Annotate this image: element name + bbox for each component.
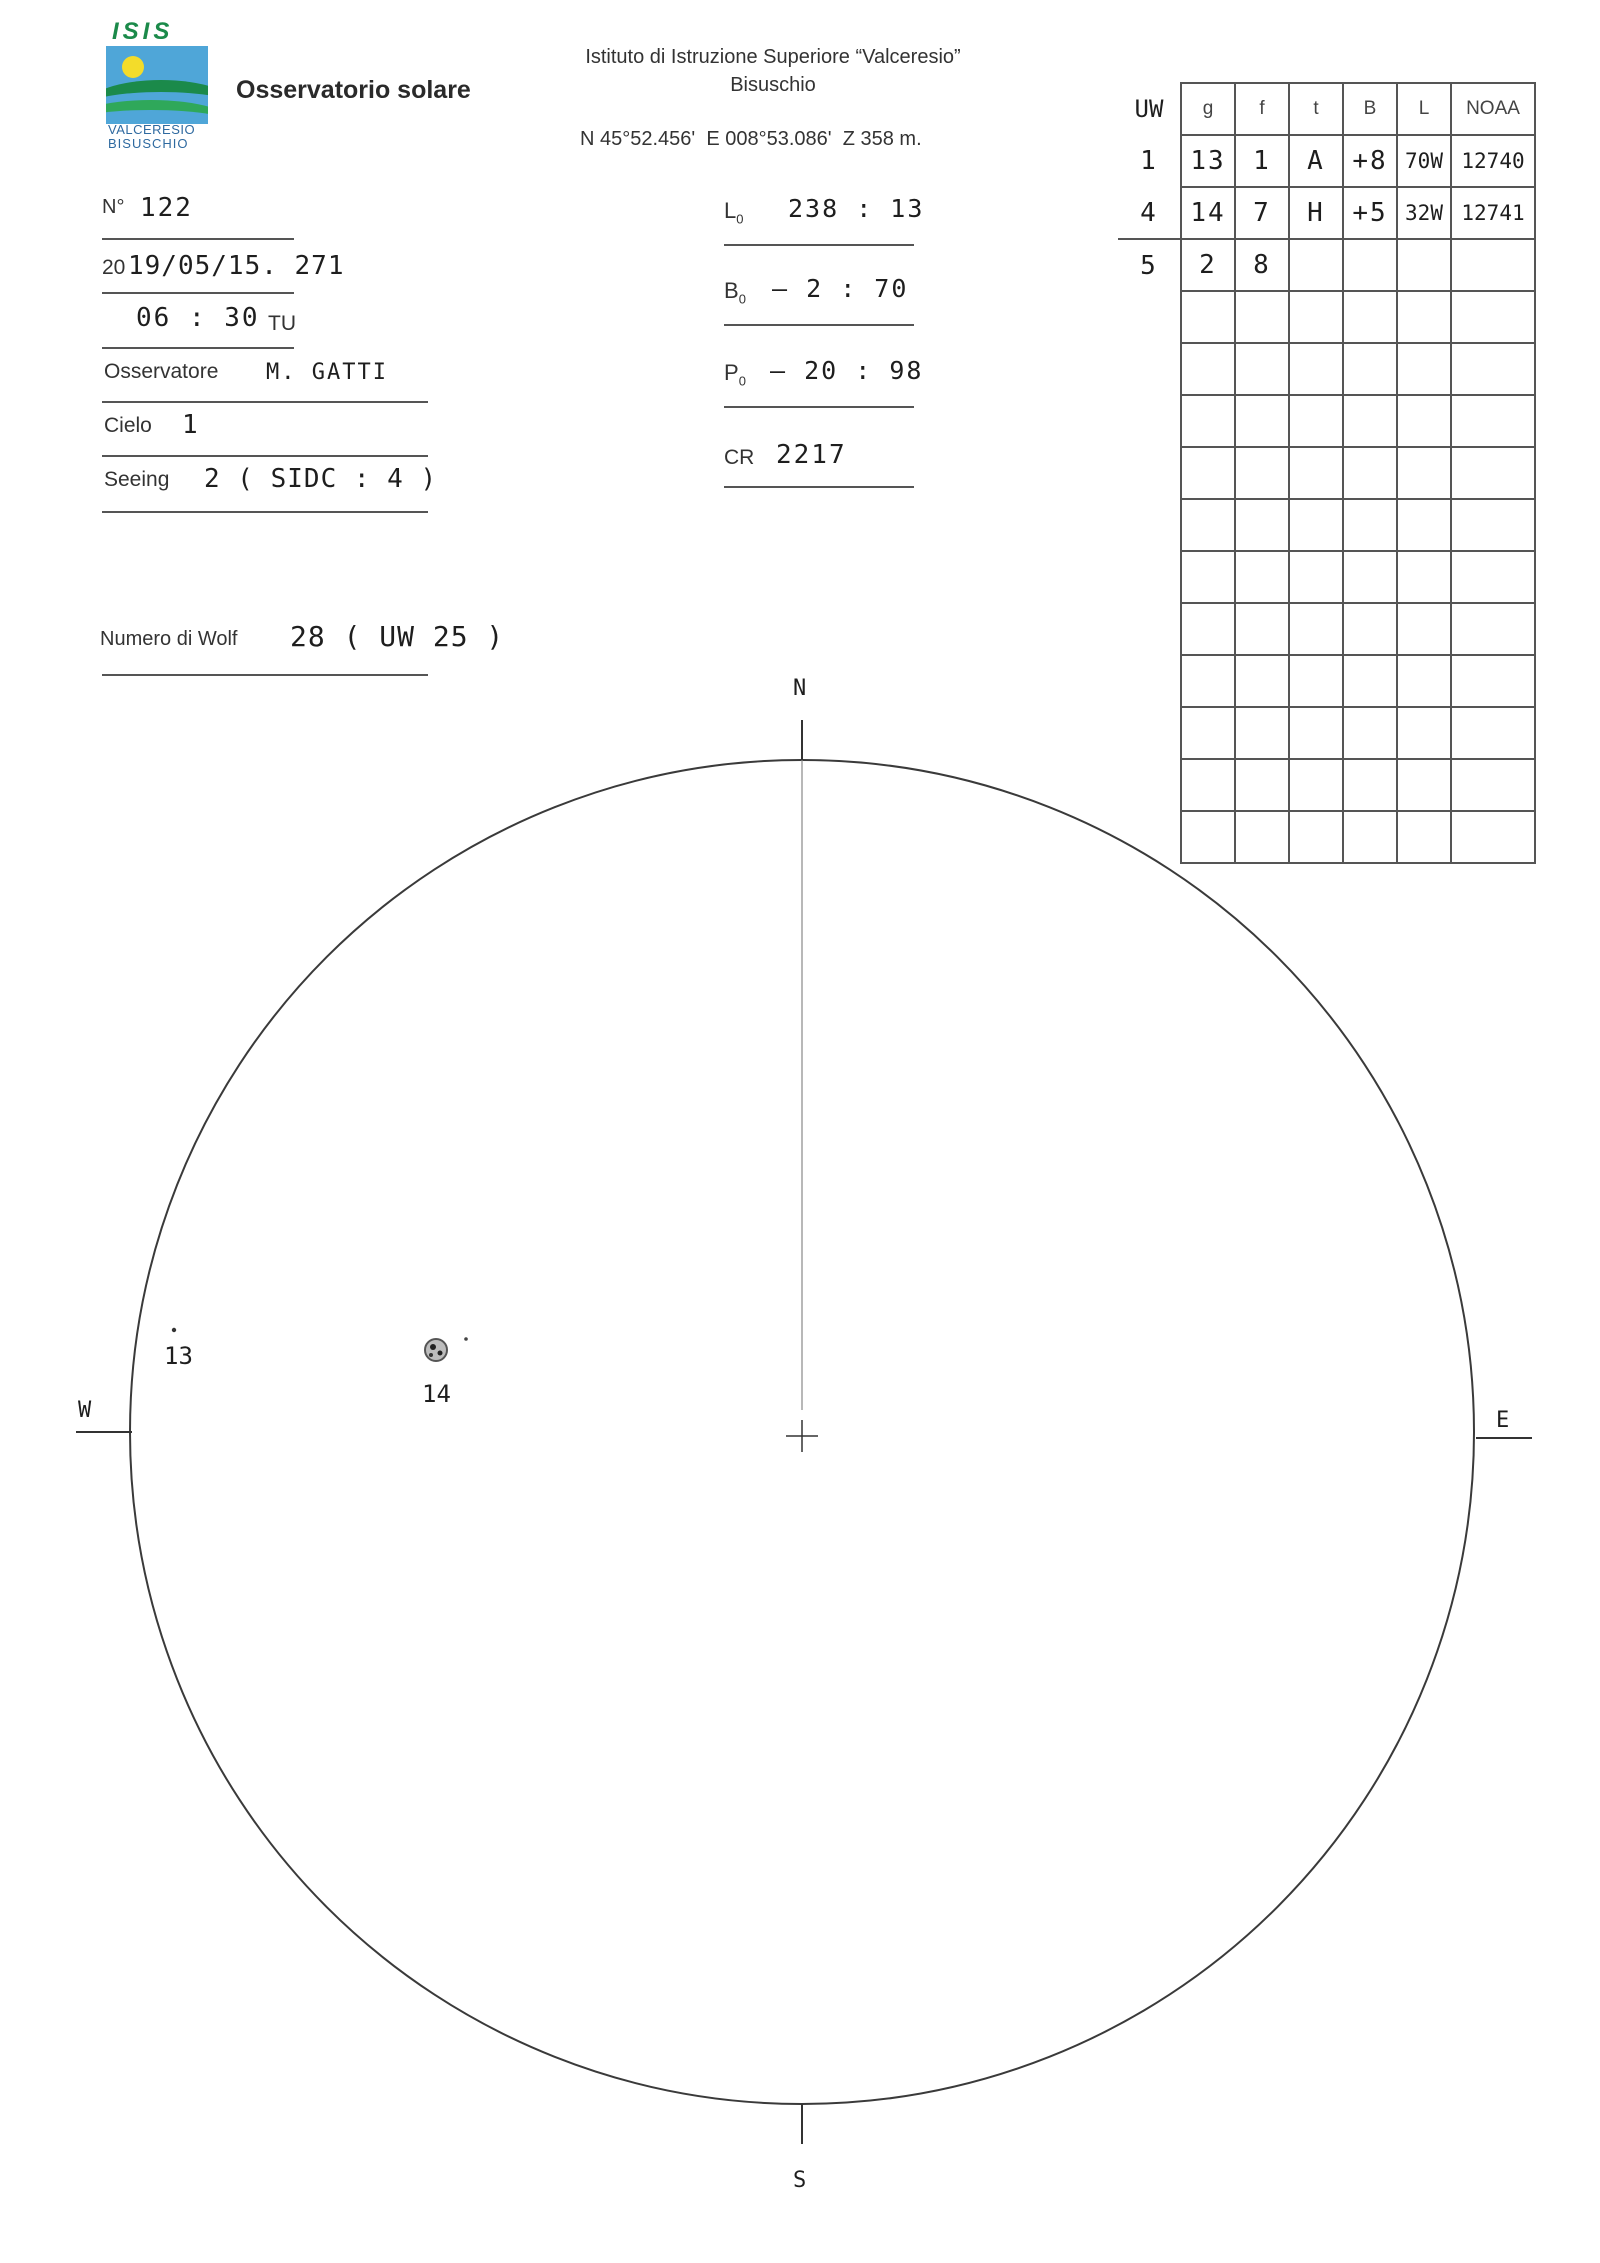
b0-subscript: 0 <box>738 291 746 307</box>
cr-label: CR <box>724 446 755 469</box>
table-cell: 12740 <box>1451 135 1535 187</box>
direction-west: W <box>78 1398 94 1423</box>
table-cell: H <box>1289 187 1343 239</box>
sunspot-umbra <box>429 1353 433 1357</box>
direction-north: N <box>793 676 809 701</box>
sky-label: Cielo <box>104 414 152 437</box>
institute-town: Bisuschio <box>730 74 816 96</box>
table-total-f: 8 <box>1235 239 1289 291</box>
table-cell: +5 <box>1343 187 1397 239</box>
table-cell: 32W <box>1397 187 1451 239</box>
sunspot-penumbra <box>425 1339 447 1361</box>
record-number-label: N° <box>102 196 125 218</box>
table-header-uw: UW <box>1134 95 1164 123</box>
sky-value: 1 <box>182 410 200 440</box>
p0-letter: P <box>724 360 739 385</box>
b0-value: – 2 : 70 <box>772 274 909 303</box>
table-header-t: t <box>1289 83 1343 135</box>
l0-letter: L <box>724 198 737 223</box>
wolf-number-label: Numero di Wolf <box>100 628 238 650</box>
table-cell: 7 <box>1235 187 1289 239</box>
observation-date: 19/05/15. 271 <box>128 251 345 281</box>
observation-time: 06 : 30 <box>136 303 260 333</box>
sunspot-label-13: 13 <box>164 1342 193 1370</box>
sunspot-pore <box>464 1337 468 1341</box>
logo-caption-1: VALCERESIO <box>108 122 196 137</box>
l0-subscript: 0 <box>736 211 744 227</box>
direction-east: E <box>1496 1408 1512 1433</box>
p0-subscript: 0 <box>738 373 746 389</box>
table-cell-uw: 4 <box>1118 187 1181 239</box>
table-header-l: L <box>1397 83 1451 135</box>
table-cell: 1 <box>1235 135 1289 187</box>
sunspot-umbra <box>438 1351 443 1356</box>
time-unit: TU <box>268 312 296 335</box>
b0-letter: B <box>724 278 739 303</box>
p0-value: – 20 : 98 <box>770 356 924 385</box>
table-cell-uw: 1 <box>1140 146 1158 176</box>
table-cell: 12741 <box>1451 187 1535 239</box>
logo-wordmark: ISIS <box>112 18 174 45</box>
institute-name: Istituto di Istruzione Superiore “Valceresio” <box>585 46 961 68</box>
record-number: 122 <box>140 193 193 223</box>
table-cell: +8 <box>1343 135 1397 187</box>
logo-caption-2: BISUSCHIO <box>108 136 189 151</box>
sunspot-umbra <box>430 1344 436 1350</box>
sunspot-label-14: 14 <box>422 1380 451 1408</box>
table-header-f: f <box>1235 83 1289 135</box>
table-cell: 70W <box>1397 135 1451 187</box>
seeing-label: Seeing <box>104 468 170 491</box>
table-total-g: 2 <box>1181 239 1235 291</box>
table-header-noaa: NOAA <box>1451 83 1535 135</box>
observer-label: Osservatore <box>104 360 219 383</box>
cr-value: 2217 <box>776 440 847 470</box>
seeing-value: 2 ( SIDC : 4 ) <box>204 464 438 494</box>
observatory-coordinates: N 45°52.456' E 008°53.086' Z 358 m. <box>580 128 922 150</box>
table-cell: A <box>1289 135 1343 187</box>
direction-south: S <box>793 2168 809 2193</box>
observer-name: M. GATTI <box>266 360 388 385</box>
table-total-uw: 5 <box>1140 250 1158 281</box>
wolf-number: 28 ( UW 25 ) <box>290 620 505 653</box>
sunspot-group-14 <box>425 1337 468 1361</box>
table-cell: 14 <box>1181 187 1235 239</box>
page-title: Osservatorio solare <box>236 76 471 104</box>
table-cell: 13 <box>1181 135 1235 187</box>
date-prefix: 20 <box>102 256 126 279</box>
table-header-b: B <box>1343 83 1397 135</box>
table-header-g: g <box>1181 83 1235 135</box>
l0-value: 238 : 13 <box>788 194 925 223</box>
sunspot-group-13 <box>172 1328 176 1332</box>
